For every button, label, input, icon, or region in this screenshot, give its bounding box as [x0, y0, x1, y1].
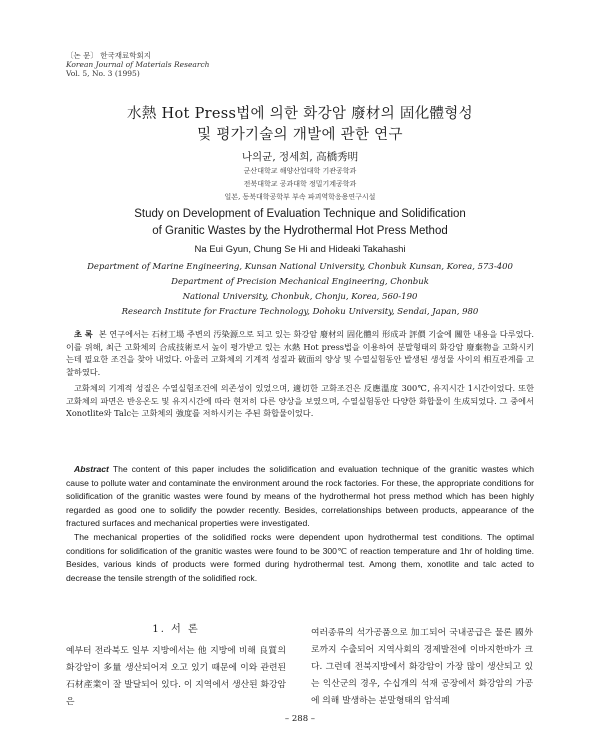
- abstract-english: [66, 463, 534, 585]
- abstract-en-text-1: The content of this paper includes the solidification and evaluation technique of the granitic wastes which cause to pollute water and contaminate the environment around the rock factories. For these, the appropriate conditions for solidification of the granitic wastes were found by means of the hydrothermal hot press method which has been highly regarded as good one to solidify the powder recently. Besides, correlationships between products, appearance of the fractured surfaces and mechanical properties were investigated.: [66, 464, 534, 529]
- abstract-ko-paragraph-1: [66, 328, 534, 378]
- abstract-korean: [66, 328, 534, 424]
- abstract-en-paragraph-1: [66, 463, 534, 531]
- affiliation-ko-1: 군산대학교 해양산업대학 기관공학과: [243, 167, 357, 175]
- section-heading: 1. 서 론: [152, 624, 200, 635]
- title-korean: [0, 104, 600, 146]
- affiliations-korean: [0, 165, 600, 204]
- journal-name-ko: 〔논 문〕 한국재료학회지: [66, 51, 151, 60]
- title-korean-line1: 水熱 Hot Press법에 의한 화강암 廢材의 固化體형성: [127, 106, 473, 122]
- body-left-column: [66, 620, 286, 711]
- body-right-column: [311, 625, 533, 710]
- page-number: – 288 –: [284, 714, 316, 724]
- title-english: [0, 206, 600, 239]
- affiliation-en-4: Research Institute for Fracture Technology, Dohoku University, Sendai, Japan, 980: [121, 307, 479, 317]
- abstract-en-paragraph-2: The mechanical properties of the solidified rocks were dependent upon hydrothermal test conditions. The optimal conditions for solidification of the granitic wastes were found to be 300℃ of reaction temperature and 1hr of holding time. Besides, various kinds of products were formed during hydrothermal test. Among them, xonotlite and talc acted to decrease the tensile strength of the solidified rock.: [66, 531, 534, 583]
- title-korean-line2: 및 평가기술의 개발에 관한 연구: [197, 127, 403, 143]
- affiliation-en-2: Department of Precision Mechanical Engineering, Chonbuk: [171, 277, 429, 287]
- authors-english: Na Eui Gyun, Chung Se Hi and Hideaki Takahashi: [194, 244, 406, 255]
- title-english-line2: of Granitic Wastes by the Hydrothermal Hot Press Method: [152, 224, 448, 237]
- title-english-line1: Study on Development of Evaluation Technique and Solidification: [134, 208, 466, 220]
- affiliation-en-1: Department of Marine Engineering, Kunsan National University, Chonbuk Kunsan, Korea, 573-400: [87, 262, 513, 272]
- journal-name-en: Korean Journal of Materials Research: [66, 60, 210, 69]
- abstract-ko-label: 초 록: [74, 329, 93, 339]
- affiliation-ko-3: 일본, 동북대학공학부 부속 파괴역학응용연구시설: [224, 193, 376, 201]
- abstract-ko-paragraph-2: 고화체의 기계적 성질은 수열실험조건에 의존성이 있었으며, 適切한 고화조건은 反應溫度 300℃, 유지시간 1시간이었다. 또한 고화체의 파면은 반응온도 및 유지시간에 따라 현저히 다른 양상을 보였으며, 수열실험동안 다양한 화합물이 生成되었다. 그 중에서 Xonotlite와 Talc는 고화체의 強度를 저하시키는 주된 화합물이었다.: [66, 383, 534, 418]
- abstract-ko-text-1: 본 연구에서는 石材工場 주변의 汚染源으로 되고 있는 화강암 廢材의 固化體의 形成과 評價 기술에 關한 내용을 다루었다. 이를 위해, 최근 고화체의 合成技術로서 높이 평가받고 있는 水熱 Hot press법을 이용하여 분말형태의 화강암 廢棄物을 고화시키는데 필요한 조건을 찾아 내었다. 아울러 고화체의 기계적 성질과 破面의 양상 및 수열실험동안 발생된 생성물 사이의 相互관계를 고찰하였다.: [66, 329, 534, 377]
- affiliation-en-3: National University, Chonbuk, Chonju, Korea, 560-190: [182, 292, 418, 302]
- authors-korean: 나의균, 정세희, 高橋秀明: [241, 151, 359, 163]
- affiliation-ko-2: 전북대학교 공과대학 정밀기계공학과: [243, 180, 357, 188]
- body-left-text: 예부터 전라북도 일부 지방에서는 他 지방에 비해 良質의 화강암이 多量 생산되어져 오고 있기 때문에 이와 관련된 石材產業이 잘 발달되어 있다. 이 지역에서 생산된 화강암은: [66, 646, 286, 707]
- body-right-text: 여러종류의 석가공품으로 加工되어 국내공급은 물론 國外로까지 수출되어 지역사회의 경제발전에 이바지한바가 크다. 그런데 전북지방에서 화강암이 가장 많이 생산되고 있는 익산군의 경우, 수십개의 석재 공장에서 화강암의 가공에 의해 발생하는 분말형태의 암석폐: [311, 628, 533, 706]
- affiliations-english: [0, 260, 600, 320]
- journal-header: [66, 51, 209, 78]
- journal-volume: Vol. 5, No. 3 (1995): [66, 69, 140, 78]
- abstract-en-label: Abstract: [74, 464, 109, 474]
